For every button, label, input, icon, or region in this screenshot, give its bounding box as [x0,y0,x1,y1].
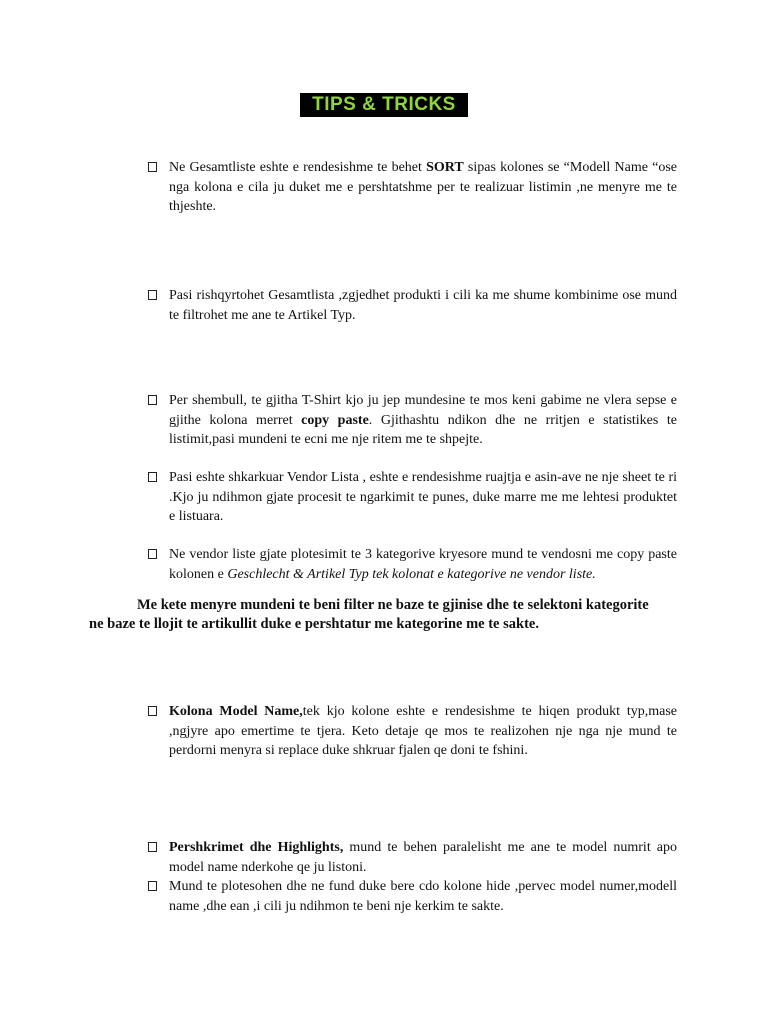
checkbox-bullet-icon [148,881,157,891]
page-title: TIPS & TRICKS [300,93,468,117]
bullet-text: Pershkrimet dhe Highlights, mund te behen paralelisht me ane te model numrit apo model name nderkohe qe ju listoni. [169,840,678,875]
filter-note-paragraph: Me kete menyre mundeni te beni filter ne baze te gjinise dhe te selektoni kategorite ne baze te llojit te artikullit duke e pershtatur me kategorine me te sakte. [89,597,649,632]
bullet-text: Ne vendor liste gjate plotesimit te 3 kategorive kryesore mund te vendosni me copy paste kolonen e Geschlecht & Artikel Typ tek kolonat e kategorive ne vendor liste. [169,547,677,582]
bullet-item-tshirt [148,391,677,450]
checkbox-bullet-icon [148,395,157,405]
checkbox-bullet-icon [148,706,157,716]
bullet-item-highlights [148,838,677,877]
bullet-text: Pasi eshte shkarkuar Vendor Lista , eshte e rendesishme ruajtja e asin-ave ne nje sheet te ri .Kjo ju ndihmon gjate procesit te ngarkimit te punes, duke marre me me lehtesi produktet e listuara. [169,470,677,524]
bullet-text: Kolona Model Name,tek kjo kolone eshte e rendesishme te hiqen produkt typ,mase ,ngjyre apo emertime te tjera. Keto detaje qe mos te realizohen nje nga nje mund te perdorni menyra si replace duke shkruar fjalen qe doni te fshini. [169,704,677,758]
checkbox-bullet-icon [148,842,157,852]
bullet-text: Per shembull, te gjitha T-Shirt kjo ju jep mundesine te mos keni gabime ne vlera sepse e gjithe kolona merret copy paste. Gjithashtu ndikon dhe ne rritjen e statistikes te listimit,pasi mundeni te ecni me nje ritem me te shpejte. [169,393,677,447]
bullet-item-model-name [148,702,677,761]
bullet-item-vendor-liste [148,545,677,584]
bullet-item-gesamtlista [148,286,677,325]
checkbox-bullet-icon [148,290,157,300]
bullet-item-sort [148,158,677,217]
bullet-text: Ne Gesamtliste eshte e rendesishme te behet SORT sipas kolones se “Modell Name “ose nga kolona e cila ju duket me e pershtatshme per te realizuar listimin ,ne menyre me te thjeshte. [169,160,677,214]
checkbox-bullet-icon [148,472,157,482]
checkbox-bullet-icon [148,162,157,172]
bullet-text: Mund te plotesohen dhe ne fund duke bere cdo kolone hide ,pervec model numer,modell name ,dhe ean ,i cili ju ndihmon te beni nje kerkim te sakte. [169,879,677,914]
bullet-text: Pasi rishqyrtohet Gesamtlista ,zgjedhet produkti i cili ka me shume kombinime ose mund te filtrohet me ane te Artikel Typ. [169,288,677,323]
bullet-item-vendor-lista [148,468,677,527]
bullet-item-hide-columns [148,877,677,916]
checkbox-bullet-icon [148,549,157,559]
